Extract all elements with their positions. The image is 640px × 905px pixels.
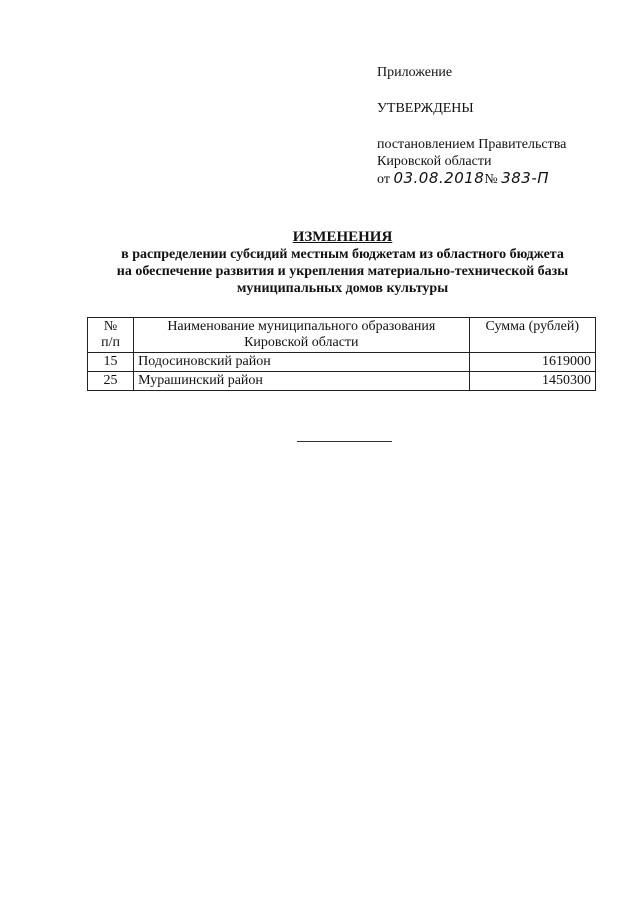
table-row: [88, 353, 596, 372]
header-number-pp: п/п: [101, 335, 120, 350]
document-title-block: [80, 229, 605, 297]
appendix-label: Приложение: [377, 65, 453, 80]
end-divider: [297, 441, 392, 442]
document-title: ИЗМЕНЕНИЯ: [292, 229, 393, 245]
header-name: [134, 318, 469, 353]
approval-block: [377, 64, 627, 188]
handwritten-number: 383-П: [501, 169, 550, 187]
document-subtitle-line-2: на обеспечение развития и укрепления материально-технической базы: [116, 264, 569, 279]
document-subtitle-line-3: муниципальных домов культуры: [236, 281, 449, 296]
row-number: 25: [88, 372, 134, 391]
table-header-row: [88, 318, 596, 353]
header-name-line-1: Наименование муниципального образования: [167, 319, 436, 334]
row-sum: 1619000: [469, 353, 595, 372]
document-subtitle-line-1: в распределении субсидий местным бюджетам из областного бюджета: [121, 247, 564, 262]
header-name-line-2: Кировской области: [244, 335, 359, 350]
row-district: Подосиновский район: [134, 353, 469, 372]
number-sign: №: [484, 172, 498, 187]
header-number: [88, 318, 134, 353]
row-sum: 1450300: [469, 372, 595, 391]
header-sum: Сумма (рублей): [469, 318, 595, 353]
decree-line-1: постановлением Правительства: [377, 137, 567, 152]
decree-line-2: Кировской области: [377, 154, 492, 169]
approved-label: УТВЕРЖДЕНЫ: [377, 101, 474, 116]
row-number: 15: [88, 353, 134, 372]
subsidy-table: [87, 317, 596, 391]
header-number-sign: №: [103, 319, 118, 334]
table-row: [88, 372, 596, 391]
handwritten-date: 03.08.2018: [393, 169, 485, 187]
decree-date-row: [377, 170, 627, 188]
date-prefix: от: [377, 172, 390, 187]
row-district: Мурашинский район: [134, 372, 469, 391]
